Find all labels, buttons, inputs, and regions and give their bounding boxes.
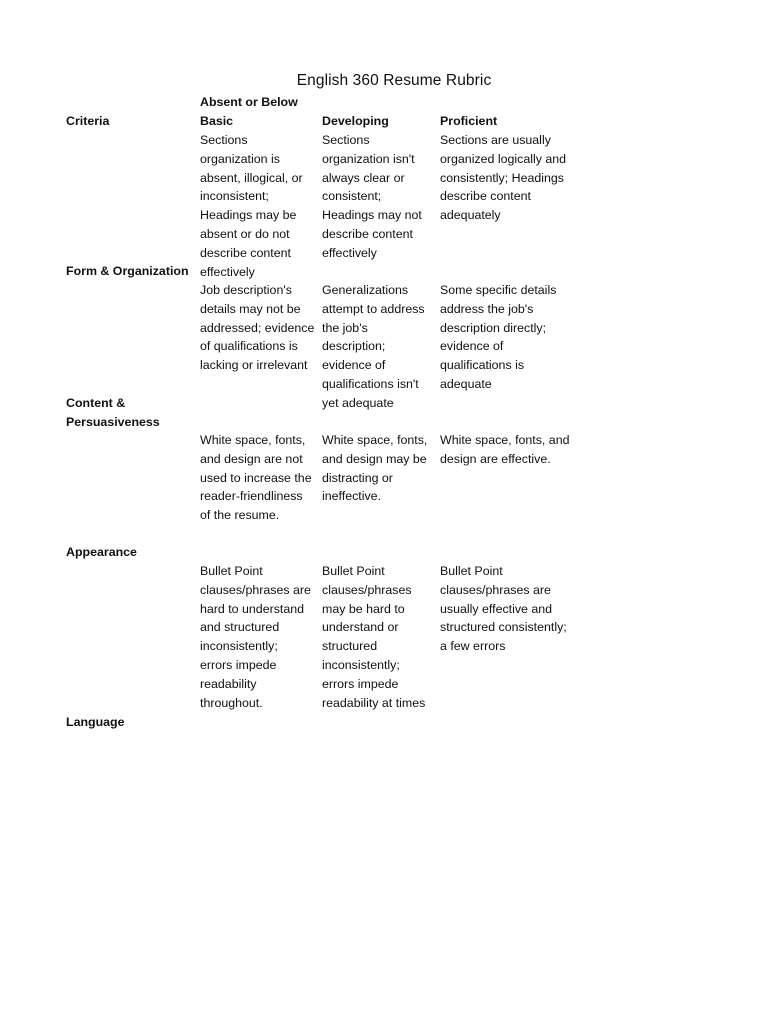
header-proficient: Proficient <box>440 114 498 128</box>
row2-proficient-text: Some specific details address the job's description directly; evidence of qualifications is adequate <box>440 283 557 391</box>
row4-developing-text: Bullet Point clauses/phrases may be hard to understand or structured inconsistently; errors impede readability at times <box>322 564 426 710</box>
row3-developing-text: White space, fonts, and design may be distracting or ineffective. <box>322 433 428 504</box>
row3-proficient-text: White space, fonts, and design are effective. <box>440 433 570 466</box>
row1-basic-text: Sections organization is absent, illogical, or inconsistent; Headings may be absent or do not describe content effectively <box>200 133 303 279</box>
document-title: English 360 Resume Rubric <box>296 72 492 89</box>
header-developing: Developing <box>322 114 389 128</box>
row4-proficient-text: Bullet Point clauses/phrases are usually effective and structured consistently; a few errors <box>440 564 567 654</box>
header-criteria: Criteria <box>66 114 110 128</box>
criterion-content-persuasiveness: Content & Persuasiveness <box>66 396 160 429</box>
criterion-form-organization: Form & Organization <box>66 264 189 278</box>
criterion-appearance: Appearance <box>66 545 137 559</box>
row2-basic-text: Job description's details may not be addressed; evidence of qualifications is lacking or irrelevant <box>200 283 315 373</box>
row1-proficient-text: Sections are usually organized logically and consistently; Headings describe content adequately <box>440 133 567 223</box>
header-basic: Absent or Below Basic <box>200 95 298 128</box>
row3-basic-text: White space, fonts, and design are not used to increase the reader-friendliness of the resume. <box>200 433 312 523</box>
row2-developing-text: Generalizations attempt to address the job's description; evidence of qualifications isn't yet adequate <box>322 283 425 410</box>
row4-basic-text: Bullet Point clauses/phrases are hard to understand and structured inconsistently; errors impede readability throughout. <box>200 564 311 710</box>
criterion-language: Language <box>66 715 125 729</box>
row1-developing-text: Sections organization isn't always clear or consistent; Headings may not describe content effectively <box>322 133 422 260</box>
